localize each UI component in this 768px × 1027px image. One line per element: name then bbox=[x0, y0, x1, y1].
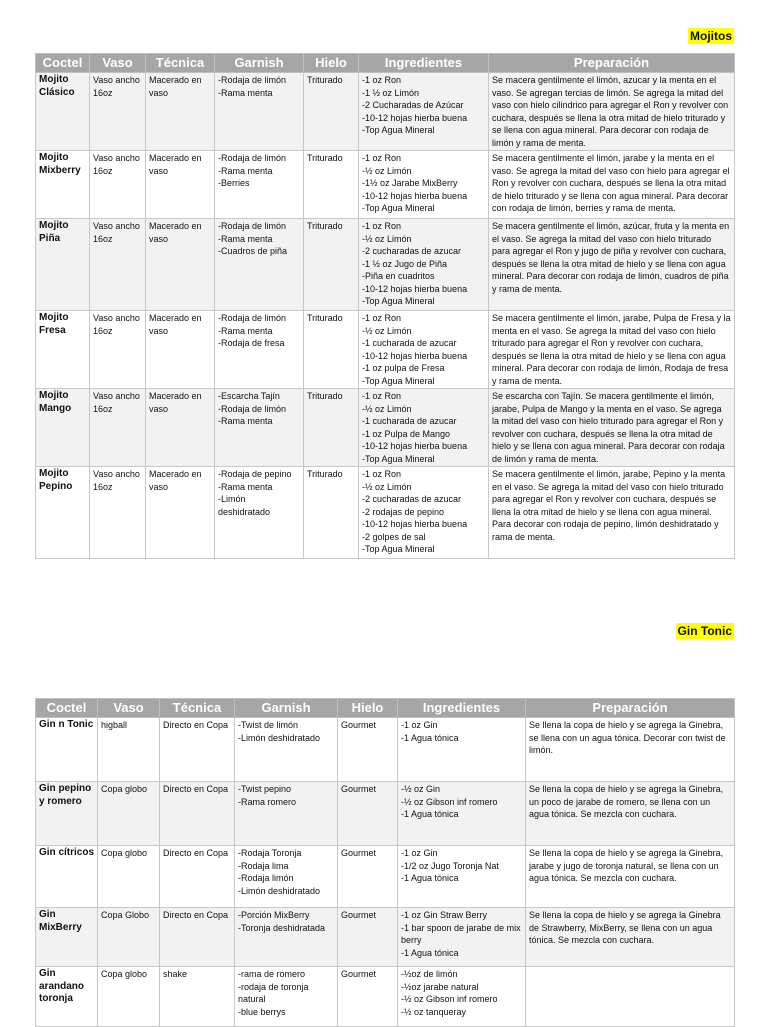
glass-cell: Copa Globo bbox=[98, 908, 160, 967]
ice-cell: Gourmet bbox=[338, 846, 398, 908]
ingredients-cell: -1 oz Ron -½ oz Limón -1 cucharada de azucar -10-12 hojas hierba buena -1 oz pulpa de Fresa -Top Agua Mineral bbox=[359, 311, 489, 389]
glass-cell: Vaso ancho 16oz bbox=[90, 311, 146, 389]
ice-cell: Triturado bbox=[304, 73, 359, 151]
glass-cell: Copa globo bbox=[98, 782, 160, 846]
garnish-cell: -Rodaja de limón -Rama menta -Berries bbox=[215, 151, 304, 219]
ingredients-cell: -1 oz Ron -1 ½ oz Limón -2 Cucharadas de Azúcar -10-12 hojas hierba buena -Top Agua Mineral bbox=[359, 73, 489, 151]
glass-cell: Vaso ancho 16oz bbox=[90, 389, 146, 467]
preparation-cell: Se llena la copa de hielo y se agrega la Ginebra de Strawberry, MixBerry, se llena con un agua tónica. Se mezcla con cuchara. bbox=[526, 908, 735, 967]
garnish-cell: -Rodaja de limón -Rama menta -Cuadros de piña bbox=[215, 219, 304, 311]
ice-cell: Triturado bbox=[304, 311, 359, 389]
ingredients-cell: -½ oz Gin -½ oz Gibson inf romero -1 Agua tónica bbox=[398, 782, 526, 846]
preparation-cell: Se llena la copa de hielo y se agrega la Ginebra, jarabe y jugo de toronja natural, se llena con un agua tónica. Se mezcla con cuchara. bbox=[526, 846, 735, 908]
cocktail-name: Mojito Pepino bbox=[36, 467, 90, 559]
cocktail-name: Mojito Piña bbox=[36, 219, 90, 311]
technique-cell: Directo en Copa bbox=[160, 718, 235, 782]
ingredients-cell: -1 oz Ron -½ oz Limón -2 cucharadas de azucar -1 ½ oz Jugo de Piña -Piña en cuadritos -10-12 hojas hierba buena -Top Agua Mineral bbox=[359, 219, 489, 311]
cocktail-name: Gin MixBerry bbox=[36, 908, 98, 967]
ice-cell: Gourmet bbox=[338, 718, 398, 782]
table-row bbox=[36, 782, 735, 846]
glass-cell: higball bbox=[98, 718, 160, 782]
ingredients-cell: -1 oz Ron -½ oz Limón -2 cucharadas de azucar -2 rodajas de pepino -10-12 hojas hierba buena -2 golpes de sal -Top Agua Mineral bbox=[359, 467, 489, 559]
ingredients-cell: -½oz de limón -½oz jarabe natural -½ oz Gibson inf romero -½ oz tanqueray bbox=[398, 967, 526, 1027]
header-garnish: Garnish bbox=[235, 699, 338, 718]
glass-cell: Vaso ancho 16oz bbox=[90, 73, 146, 151]
table-row bbox=[36, 311, 735, 389]
technique-cell: Macerado en vaso bbox=[146, 467, 215, 559]
cocktail-name: Gin cítricos bbox=[36, 846, 98, 908]
ingredients-cell: -1 oz Ron -½ oz Limón -1½ oz Jarabe MixBerry -10-12 hojas hierba buena -Top Agua Mineral bbox=[359, 151, 489, 219]
mojitos-section-title: Mojitos bbox=[690, 29, 732, 43]
ice-cell: Triturado bbox=[304, 151, 359, 219]
header-tecnica: Técnica bbox=[146, 54, 215, 73]
table-row bbox=[36, 73, 735, 151]
header-preparacion: Preparación bbox=[489, 54, 735, 73]
technique-cell: Macerado en vaso bbox=[146, 389, 215, 467]
ingredients-cell: -1 oz Gin Straw Berry -1 bar spoon de jarabe de mix berry -1 Agua tónica bbox=[398, 908, 526, 967]
garnish-cell: -Rodaja de limón -Rama menta bbox=[215, 73, 304, 151]
technique-cell: Macerado en vaso bbox=[146, 219, 215, 311]
header-coctel: Coctel bbox=[36, 54, 90, 73]
garnish-cell: -Porción MixBerry -Toronja deshidratada bbox=[235, 908, 338, 967]
glass-cell: Copa globo bbox=[98, 967, 160, 1027]
glass-cell: Copa globo bbox=[98, 846, 160, 908]
technique-cell: shake bbox=[160, 967, 235, 1027]
glass-cell: Vaso ancho 16oz bbox=[90, 467, 146, 559]
glass-cell: Vaso ancho 16oz bbox=[90, 151, 146, 219]
garnish-cell: -Rodaja de pepino -Rama menta -Limón deshidratado bbox=[215, 467, 304, 559]
cocktail-name: Mojito Clásico bbox=[36, 73, 90, 151]
table-row bbox=[36, 219, 735, 311]
header-coctel: Coctel bbox=[36, 699, 98, 718]
technique-cell: Directo en Copa bbox=[160, 782, 235, 846]
ice-cell: Triturado bbox=[304, 467, 359, 559]
table-row bbox=[36, 151, 735, 219]
cocktail-name: Mojito Mango bbox=[36, 389, 90, 467]
ingredients-cell: -1 oz Gin -1 Agua tónica bbox=[398, 718, 526, 782]
garnish-cell: -Twist de limón -Limón deshidratado bbox=[235, 718, 338, 782]
table-row bbox=[36, 467, 735, 559]
preparation-cell: Se macera gentilmente el limón, azucar y la menta en el vaso. Se agregan tercias de limón. Se agrega la mitad del vaso con hielo cilindrico para agregar el Ron y revolver con cuchara, después se llena la otra mitad de hielo triturado y se llena con agua mineral. Para decorar con rodaja de limón y rama de menta. bbox=[489, 73, 735, 151]
cocktail-name: Gin arandano toronja bbox=[36, 967, 98, 1027]
table-row bbox=[36, 718, 735, 782]
cocktail-name: Mojito Mixberry bbox=[36, 151, 90, 219]
header-ingredientes: Ingredientes bbox=[359, 54, 489, 73]
table-row bbox=[36, 967, 735, 1027]
header-preparacion: Preparación bbox=[526, 699, 735, 718]
ice-cell: Gourmet bbox=[338, 967, 398, 1027]
gin-tonic-section-title: Gin Tonic bbox=[677, 624, 732, 638]
garnish-cell: -Rodaja Toronja -Rodaja lima -Rodaja limón -Limón deshidratado bbox=[235, 846, 338, 908]
preparation-cell: Se macera gentilmente el limón, jarabe y la menta en el vaso. Se agrega la mitad del vaso con hielo para agregar el Ron y revolver con cuchara, después se llena la otra mitad de hielo triturado y se llena con agua mineral. Para decorar con rodaja de limón, berries y rama de menta. bbox=[489, 151, 735, 219]
technique-cell: Directo en Copa bbox=[160, 846, 235, 908]
header-vaso: Vaso bbox=[90, 54, 146, 73]
ice-cell: Gourmet bbox=[338, 782, 398, 846]
preparation-cell bbox=[526, 967, 735, 1027]
preparation-cell: Se escarcha con Tajín. Se macera gentilmente el limón, jarabe, Pulpa de Mango y la menta en el vaso. Se agrega la mitad del vaso con hielo triturado para agregar el Ron y revolver con cuchara, después se llena la otra mitad de hielo y se llena con agua mineral. Para decorar con rodaja de limón y rama de menta. bbox=[489, 389, 735, 467]
header-hielo: Hielo bbox=[304, 54, 359, 73]
table-row bbox=[36, 908, 735, 967]
technique-cell: Directo en Copa bbox=[160, 908, 235, 967]
preparation-cell: Se llena la copa de hielo y se agrega la Ginebra, un poco de jarabe de romero, se llena con un agua tónica. Se mezcla con cuchara. bbox=[526, 782, 735, 846]
technique-cell: Macerado en vaso bbox=[146, 151, 215, 219]
header-hielo: Hielo bbox=[338, 699, 398, 718]
technique-cell: Macerado en vaso bbox=[146, 311, 215, 389]
header-ingredientes: Ingredientes bbox=[398, 699, 526, 718]
ingredients-cell: -1 oz Gin -1/2 oz Jugo Toronja Nat -1 Agua tónica bbox=[398, 846, 526, 908]
preparation-cell: Se llena la copa de hielo y se agrega la Ginebra, se llena con un agua tónica. Decorar con twist de limón. bbox=[526, 718, 735, 782]
garnish-cell: -Rodaja de limón -Rama menta -Rodaja de fresa bbox=[215, 311, 304, 389]
header-vaso: Vaso bbox=[98, 699, 160, 718]
table-row bbox=[36, 846, 735, 908]
ice-cell: Triturado bbox=[304, 389, 359, 467]
cocktail-name: Gin pepino y romero bbox=[36, 782, 98, 846]
ingredients-cell: -1 oz Ron -½ oz Limón -1 cucharada de azucar -1 oz Pulpa de Mango -10-12 hojas hierba buena -Top Agua Mineral bbox=[359, 389, 489, 467]
cocktail-name: Mojito Fresa bbox=[36, 311, 90, 389]
gin-tonic-table bbox=[35, 698, 735, 1027]
gin-header-row bbox=[36, 699, 735, 718]
header-tecnica: Técnica bbox=[160, 699, 235, 718]
preparation-cell: Se macera gentilmente el limón, jarabe, Pulpa de Fresa y la menta en el vaso. Se agrega la mitad del vaso con hielo triturado para agregar el Ron y revolver con cuchara, después se llena la otra mitad de hielo y se llena con agua mineral. Para decorar con rodaja de limón, Rodaja de fresa y rama de menta. bbox=[489, 311, 735, 389]
preparation-cell: Se macera gentilmente el limón, azúcar, fruta y la menta en el vaso. Se agrega la mitad del vaso con hielo triturado para agregar el Ron y jugo de piña y revolver con cuchara, después se llena la otra mitad de hielo y se llena con agua mineral. Para decorar con rodaja de limón, cuadros de piña y rama de menta. bbox=[489, 219, 735, 311]
cocktail-name: Gin n Tonic bbox=[36, 718, 98, 782]
ice-cell: Triturado bbox=[304, 219, 359, 311]
garnish-cell: -rama de romero -rodaja de toronja natural -blue berrys bbox=[235, 967, 338, 1027]
table-row bbox=[36, 389, 735, 467]
header-garnish: Garnish bbox=[215, 54, 304, 73]
mojitos-header-row bbox=[36, 54, 735, 73]
garnish-cell: -Escarcha Tajín -Rodaja de limón -Rama menta bbox=[215, 389, 304, 467]
mojitos-table bbox=[35, 53, 735, 559]
ice-cell: Gourmet bbox=[338, 908, 398, 967]
technique-cell: Macerado en vaso bbox=[146, 73, 215, 151]
garnish-cell: -Twist pepino -Rama romero bbox=[235, 782, 338, 846]
glass-cell: Vaso ancho 16oz bbox=[90, 219, 146, 311]
preparation-cell: Se macera gentilmente el limón, jarabe, Pepino y la menta en el vaso. Se agrega la mitad del vaso con hielo triturado para agregar el Ron y revolver con cuchara, después se llena la otra mitad de hielo y se llena con agua mineral. Para decorar con rodaja de pepino, limón deshidratado y rama de menta. bbox=[489, 467, 735, 559]
